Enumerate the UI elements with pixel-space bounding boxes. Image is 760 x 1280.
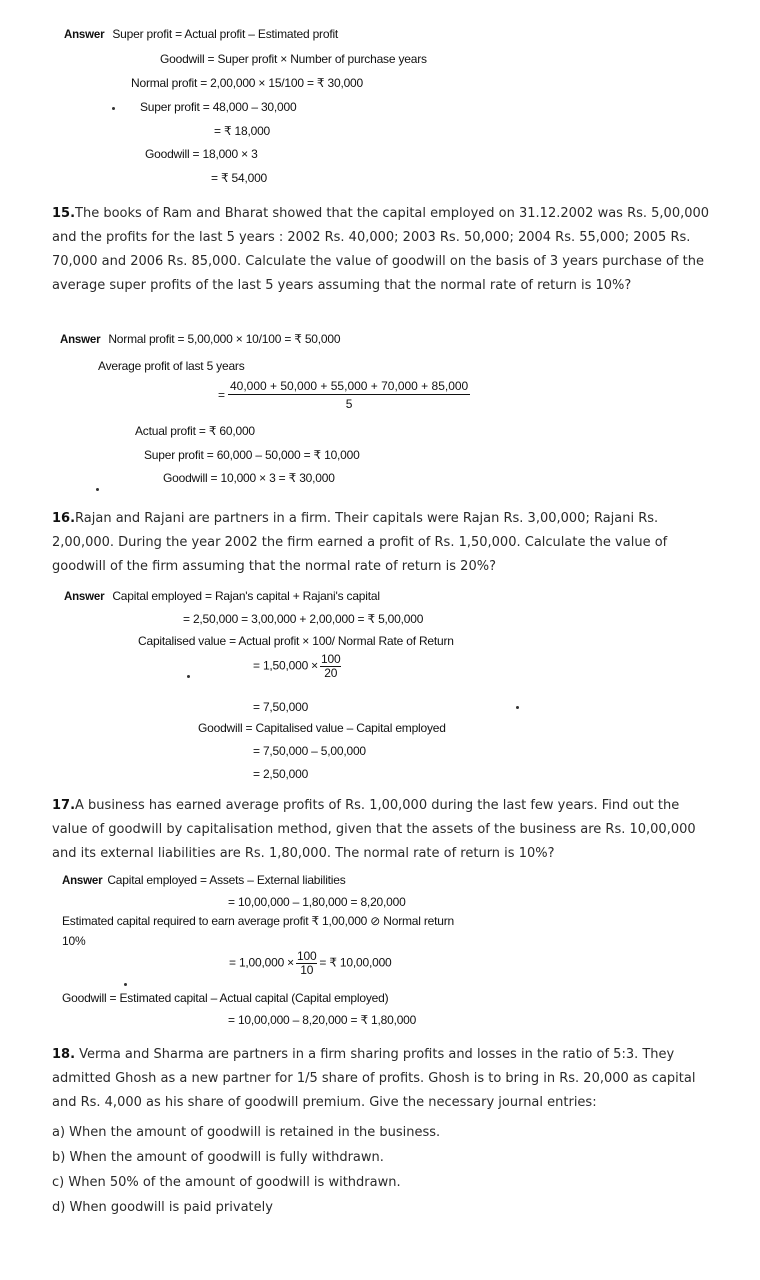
question-17 bbox=[52, 794, 712, 866]
fraction-numerator: 40,000 + 50,000 + 55,000 + 70,000 + 85,000 bbox=[230, 379, 469, 393]
answer-14-line-4: Super profit = 48,000 – 30,000 bbox=[140, 100, 297, 114]
question-text: The books of Ram and Bharat showed that the capital employed on 31.12.2002 was Rs. 5,00,000 and the profits for the last 5 years : 2002 Rs. 40,000; 2003 Rs. 50,000; 2004 Rs. 55,000; 2005 Rs. 70,000 and 2006 Rs. 85,000. Calculate the value of goodwill on the basis of 3 years purchase of the average super profits of the last 5 years assuming that the normal rate of return is 10%? bbox=[52, 206, 710, 293]
question-text: Verma and Sharma are partners in a firm sharing profits and losses in the ratio of 5:3. They admitted Ghosh as a new partner for 1/5 share of profits. Ghosh is to bring in Rs. 20,000 as capital and Rs. 4,000 as his share of goodwill premium. Give the necessary journal entries: bbox=[52, 1047, 696, 1110]
answer-14-line-5: = ₹ 18,000 bbox=[214, 124, 271, 138]
answer-14-line-6: Goodwill = 18,000 × 3 bbox=[145, 147, 258, 161]
answer-16-line-5: = 7,50,000 bbox=[253, 700, 309, 714]
answer-15-line-3: Actual profit = ₹ 60,000 bbox=[135, 424, 255, 438]
answer-17-line-5: Goodwill = Estimated capital – Actual capital (Capital employed) bbox=[62, 991, 389, 1005]
equals-sign: = bbox=[218, 388, 226, 402]
answer-17-line-6: = 10,00,000 – 8,20,000 = ₹ 1,80,000 bbox=[228, 1013, 417, 1027]
answer-16-line-4 bbox=[253, 653, 343, 680]
question-number: 15. bbox=[52, 206, 76, 221]
answer-15-line-4: Super profit = 60,000 – 50,000 = ₹ 10,000 bbox=[144, 448, 360, 462]
answer-17-line-2: = 10,00,000 – 1,80,000 = 8,20,000 bbox=[228, 895, 406, 909]
answer-text: Capital employed = Assets – External liabilities bbox=[107, 873, 346, 887]
fraction bbox=[296, 950, 317, 977]
answer-15-line-5: Goodwill = 10,000 × 3 = ₹ 30,000 bbox=[163, 471, 335, 485]
question-18 bbox=[52, 1043, 712, 1115]
question-16 bbox=[52, 507, 712, 579]
average-profit-fraction bbox=[228, 378, 470, 413]
answer-16-line-2: = 2,50,000 = 3,00,000 + 2,00,000 = ₹ 5,00,000 bbox=[183, 612, 424, 626]
scan-speck bbox=[96, 488, 99, 491]
question-18-option-b: b) When the amount of goodwill is fully withdrawn. bbox=[52, 1150, 384, 1165]
answer-16-line-1 bbox=[64, 588, 380, 605]
answer-14-line-1 bbox=[64, 26, 338, 43]
question-text: A business has earned average profits of Rs. 1,00,000 during the last few years. Find out the value of goodwill by capitalisation method, given that the assets of the business are Rs. 10,00,000 and its external liabilities are Rs. 1,80,000. The normal rate of return is 10%? bbox=[52, 798, 696, 861]
fraction bbox=[320, 653, 341, 680]
fraction-numerator: 100 bbox=[297, 949, 317, 963]
expression-text: = 1,00,000 × bbox=[229, 955, 294, 970]
expression-result: = ₹ 10,00,000 bbox=[319, 955, 392, 970]
answer-text: Capital employed = Rajan's capital + Rajani's capital bbox=[112, 589, 380, 603]
answer-17-line-4 bbox=[229, 950, 392, 977]
fraction-denominator: 10 bbox=[300, 963, 314, 977]
answer-14-line-2: Goodwill = Super profit × Number of purchase years bbox=[160, 52, 427, 66]
fraction-denominator: 20 bbox=[324, 666, 338, 680]
expression-text: = 1,50,000 × bbox=[253, 658, 318, 673]
question-number: 17. bbox=[52, 798, 76, 813]
question-number: 16. bbox=[52, 511, 76, 526]
question-15 bbox=[52, 202, 712, 298]
scan-speck bbox=[516, 706, 519, 709]
answer-16-line-7: = 7,50,000 – 5,00,000 bbox=[253, 744, 366, 758]
question-18-option-c: c) When 50% of the amount of goodwill is withdrawn. bbox=[52, 1175, 401, 1190]
answer-label: Answer bbox=[64, 591, 105, 603]
answer-17-line-3b: 10% bbox=[62, 934, 86, 948]
scan-speck bbox=[187, 675, 190, 678]
answer-15-line-1 bbox=[60, 331, 340, 348]
answer-text: Super profit = Actual profit – Estimated profit bbox=[112, 27, 339, 41]
answer-14-line-7: = ₹ 54,000 bbox=[211, 171, 268, 185]
answer-label: Answer bbox=[62, 875, 103, 887]
fraction-denominator: 5 bbox=[345, 397, 353, 411]
answer-17-line-1 bbox=[62, 872, 346, 889]
answer-text: Normal profit = 5,00,000 × 10/100 = ₹ 50,000 bbox=[108, 332, 341, 346]
scan-speck bbox=[124, 983, 127, 986]
question-18-option-a: a) When the amount of goodwill is retained in the business. bbox=[52, 1125, 441, 1140]
answer-15-line-2: Average profit of last 5 years bbox=[98, 359, 245, 373]
question-number: 18. bbox=[52, 1047, 76, 1062]
answer-label: Answer bbox=[64, 29, 105, 41]
fraction-numerator: 100 bbox=[321, 652, 341, 666]
answer-16-line-3: Capitalised value = Actual profit × 100/ Normal Rate of Return bbox=[138, 634, 454, 648]
answer-16-line-6: Goodwill = Capitalised value – Capital employed bbox=[198, 721, 446, 735]
answer-14-line-3: Normal profit = 2,00,000 × 15/100 = ₹ 30,000 bbox=[131, 76, 363, 90]
scan-speck bbox=[112, 107, 115, 110]
answer-label: Answer bbox=[60, 334, 101, 346]
answer-16-line-8: = 2,50,000 bbox=[253, 767, 309, 781]
question-18-option-d: d) When goodwill is paid privately bbox=[52, 1200, 273, 1215]
answer-17-line-3: Estimated capital required to earn average profit ₹ 1,00,000 ⊘ Normal return bbox=[62, 914, 455, 928]
question-text: Rajan and Rajani are partners in a firm. Their capitals were Rajan Rs. 3,00,000; Rajani Rs. 2,00,000. During the year 2002 the firm earned a profit of Rs. 1,50,000. Calculate the value of goodwill of the firm assuming that the normal rate of return is 20%? bbox=[52, 511, 668, 574]
